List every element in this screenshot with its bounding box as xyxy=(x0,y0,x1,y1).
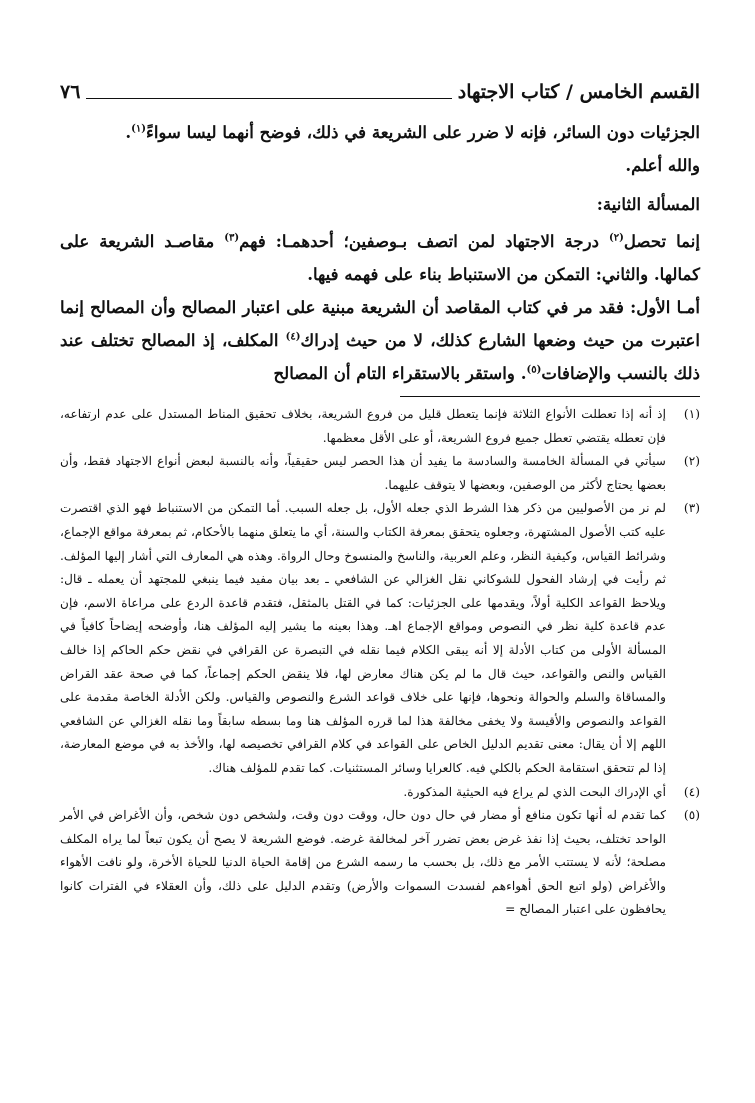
paragraph-3-text-b: درجة الاجتهاد لمن اتصف بـوصفين؛ أحدهمـا: فهم xyxy=(239,231,610,251)
footnote-text xyxy=(60,804,666,922)
paragraph-1-end: . xyxy=(125,122,132,142)
paragraph-4-text-c: . واستقر بالاستقراء التام أن المصالح xyxy=(273,363,527,383)
paragraph-3-text-a: إنما تحصل xyxy=(623,231,700,251)
footnote-separator xyxy=(400,396,700,397)
footnote-number: (١) xyxy=(683,407,700,421)
footnote-text: أي الإدراك البحت الذي لم يراع فيه الحيثية المذكورة. xyxy=(403,784,666,799)
footnote xyxy=(60,781,700,805)
footnote-text: إذ أنه إذا تعطلت الأنواع الثلاثة فإنما يتعطل قليل من فروع الشريعة، بخلاف تحقيق المناط المستدل على عدم ارتفاعه، فإن تعطله يقتضي تعطل جميع فروع الشريعة، أو على الأقل معظمها. xyxy=(60,407,666,445)
running-title: القسم الخامس / كتاب الاجتهاد xyxy=(457,81,700,103)
paragraph-2: والله أعلم. xyxy=(625,155,700,175)
paragraph-4-lead: أمـا الأول: xyxy=(630,297,700,317)
section-heading: المسألة الثانية: xyxy=(596,194,700,214)
paragraph-1 xyxy=(60,116,700,149)
footnote-number: (٣) xyxy=(683,501,700,516)
paragraph-3 xyxy=(60,225,700,291)
paragraph-4-text-b: المكلف، إذ المصالح تختلف عند ذلك بالنسب والإضافات xyxy=(60,330,700,383)
footnote-ref-1: (١) xyxy=(131,123,147,135)
footnote-ref-2: (٢) xyxy=(609,232,624,244)
continuation-mark: = xyxy=(505,902,516,917)
footnote-number: (٥) xyxy=(683,808,700,823)
page-number: ٧٦ xyxy=(60,81,81,103)
footnote-5-text: كما تقدم له أنها تكون منافع أو مضار في حال دون حال، ووقت دون وقت، ولشخص دون شخص، وأن الأغراض في الأمر الواحد تختلف، بحيث إذا نفذ غرض بعض تضرر آخر لمخالفة غرضه. فوضع الشريعة لا يصح أن يكون تبعاً لما يراه المكلف مصلحة؛ لأنه لا يستتب الأمر مع ذلك، بل بحسب ما رسمه الشرع من إقامة الحياة الدنيا للحياة الأخرة، ولو نافت الأهواء والأغراض (ولو اتبع الحق أهواءهم لفسدت السموات والأرض) وتقدم الدليل على ذلك، وأن العقلاء في الفترات كانوا يحافظون على اعتبار المصالح xyxy=(60,808,666,917)
paragraph-3-text-c: مقاصـد الشريعة على كمالها. والثاني: التمكن من الاستنباط بناء على فهمه فيها. xyxy=(60,231,700,284)
footnote xyxy=(60,804,700,922)
footnote-number: (٢) xyxy=(683,454,700,469)
footnote xyxy=(60,403,700,450)
paragraph-4-text-a: فقد مر في كتاب المقاصد أن الشريعة مبنية على اعتبار المصالح وأن المصالح إنما اعتبرت من حيث وضعها الشارع كذلك، لا من حيث إدراك xyxy=(60,297,701,350)
footnote-ref-5: (٥) xyxy=(526,364,542,376)
footnote xyxy=(60,450,700,497)
header-rule xyxy=(86,98,451,99)
footnotes xyxy=(60,403,700,922)
paragraph-1-text: الجزئيات دون السائر، فإنه لا ضرر على الشريعة في ذلك، فوضح أنهما ليسا سواءً xyxy=(146,122,700,142)
footnote-text: سيأتي في المسألة الخامسة والسادسة ما يفيد أن هذا الحصر ليس حقيقياً، وأنه بالنسبة لبعض أنواع الاجتهاد فقط، وأن بعضها يحتاج لأكثر من الوصفين، وبعضها لا يتوقف عليهما. xyxy=(60,454,666,492)
main-text xyxy=(60,116,700,390)
footnote-ref-4: (٤) xyxy=(285,331,301,343)
page xyxy=(60,78,700,1088)
running-header xyxy=(60,78,700,106)
footnote-ref-3: (٣) xyxy=(224,232,240,244)
footnote-number: (٤) xyxy=(683,784,700,799)
paragraph-4 xyxy=(60,291,700,390)
footnote xyxy=(60,497,700,780)
footnote-text: لم نر من الأصوليين من ذكر هذا الشرط الذي جعله الأول، بل جعله السبب. أما التمكن من الاستنباط فهو الذي اقتصرت عليه كتب الأصول المشتهرة، وجعلوه يتحقق بمعرفة الكتاب والسنة، أي ما يتعلق منهما بالأحكام، ثم بمعرفة مواقع الإجماع، وشرائط القياس، وكيفية النظر، وعلم العربية، والناسخ والمنسوخ وحال الرواة. وهذه هي المعارف التي أشار إليها المؤلف. ثم رأيت في إرشاد الفحول للشوكاني نقل الغزالي عن الشافعي ـ بعد بيان مفيد فيما ينبغي للمجتهد أن يعمله ـ قال: ويلاحظ القواعد الكلية أولاً، ويقدمها على الجزئيات: كما في القتل بالمثقل، فتقدم قاعدة الردع على مراعاة الاسم، فإن عدم قاعدة كلية نظر في النصوص ومواقع الإجماع اهـ. وهذا بعينه ما يشير إليه المؤلف هنا، وأوضحه إيضاحاً كافياً في المسألة الأولى من كتاب الأدلة إلا أنه يبقى الكلام فيما نقله في التبصرة عن القرافي في نقض حكم الحاكم إذا خالف القياس والنص والقواعد، حيث قال ما لم يكن هناك معارض لها، فلا ينقض الحكم إجماعاً، كما في صحة عقد القراض والمساقاة والسلم والحوالة ونحوها، فإنها على خلاف قواعد الشرع والنصوص والقياس. ولكن الأدلة الخاصة مقدمة على القواعد والنصوص والأقيسة ولا يخفى مخالفة هذا لما قرره المؤلف هنا وما بسطه سابقاً وما نقله الغزالي عن الشافعي اللهم إلا أن يقال: معنى تقديم الدليل الخاص على القواعد في كلام القرافي تخصيصه لها، والأخذ به في موضع المعارضة، إذا لم تتحقق استقامة الحكم بالكلي فيه. كالعرايا وسائر المستثنيات. كما تقدم للمؤلف هناك. xyxy=(60,501,666,775)
